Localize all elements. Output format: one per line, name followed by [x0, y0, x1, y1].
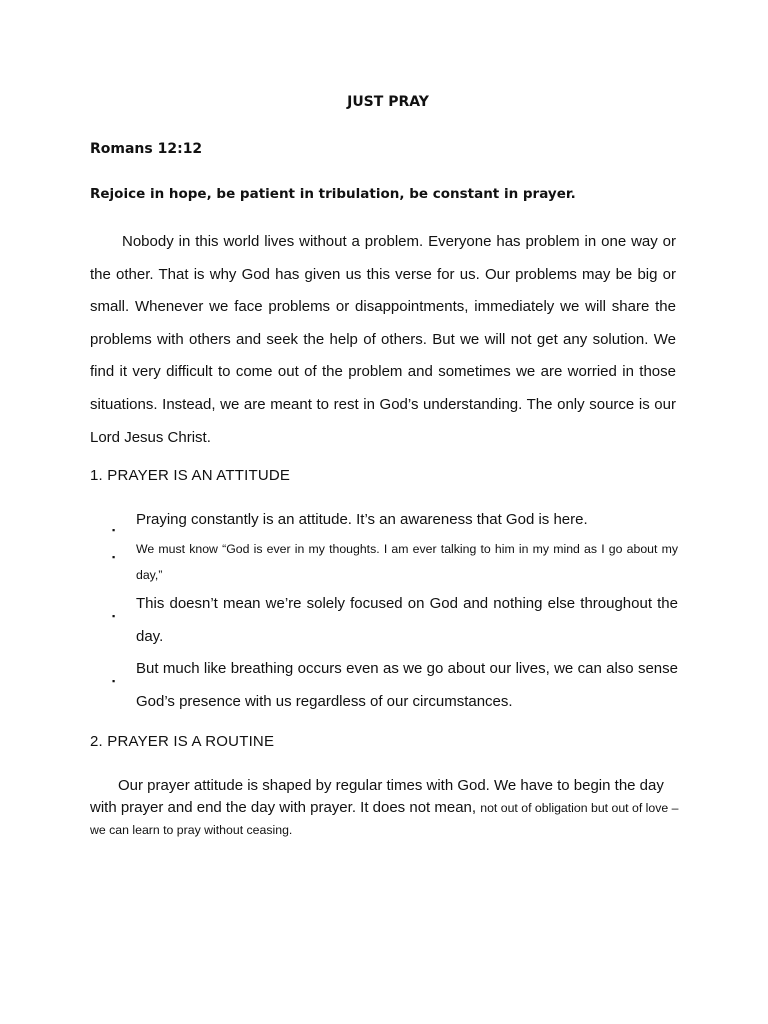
attitude-bullet-list	[112, 506, 678, 718]
square-bullet-icon: ▪	[112, 611, 116, 621]
verse-text: Rejoice in hope, be patient in tribulation, be constant in prayer.	[90, 186, 576, 202]
document-title: JUST PRAY	[347, 94, 429, 110]
list-item	[112, 536, 678, 588]
section-heading-attitude: 1. PRAYER IS AN ATTITUDE	[90, 467, 291, 484]
routine-text-main: Our prayer attitude is shaped by regular times with God. We have to begin the day with prayer and end the day with prayer. It does not mean,	[90, 777, 664, 816]
square-bullet-icon: ▪	[112, 552, 116, 562]
square-bullet-icon: ▪	[112, 525, 116, 535]
verse-reference: Romans 12:12	[90, 141, 203, 157]
section-heading-routine: 2. PRAYER IS A ROUTINE	[90, 733, 275, 750]
list-item	[112, 588, 678, 653]
list-item-text: We must know “God is ever in my thoughts. I am ever talking to him in my mind as I go about my day,”	[136, 542, 678, 582]
intro-paragraph: Nobody in this world lives without a problem. Everyone has problem in one way or the other. That is why God has given us this verse for us. Our problems may be big or small. Whenever we face problems or disappointments, immediately we will share the problems with others and seek the help of others. But we will not get any solution. We find it very difficult to come out of the problem and sometimes we are worried in those situations. Instead, we are meant to rest in God’s understanding. The only source is our Lord Jesus Christ.	[90, 233, 676, 446]
list-item	[112, 506, 678, 534]
list-item	[112, 653, 678, 718]
routine-paragraph	[90, 775, 680, 841]
routine-text-small: not out of obligation but out of love – we can learn to pray without ceasing.	[90, 801, 679, 837]
list-item-text: This doesn’t mean we’re solely focused on God and nothing else throughout the day.	[136, 595, 678, 645]
list-item-text: But much like breathing occurs even as we go about our lives, we can also sense God’s presence with us regardless of our circumstances.	[136, 660, 678, 710]
square-bullet-icon: ▪	[112, 676, 116, 686]
list-item-text: Praying constantly is an attitude. It’s an awareness that God is here.	[136, 511, 588, 528]
